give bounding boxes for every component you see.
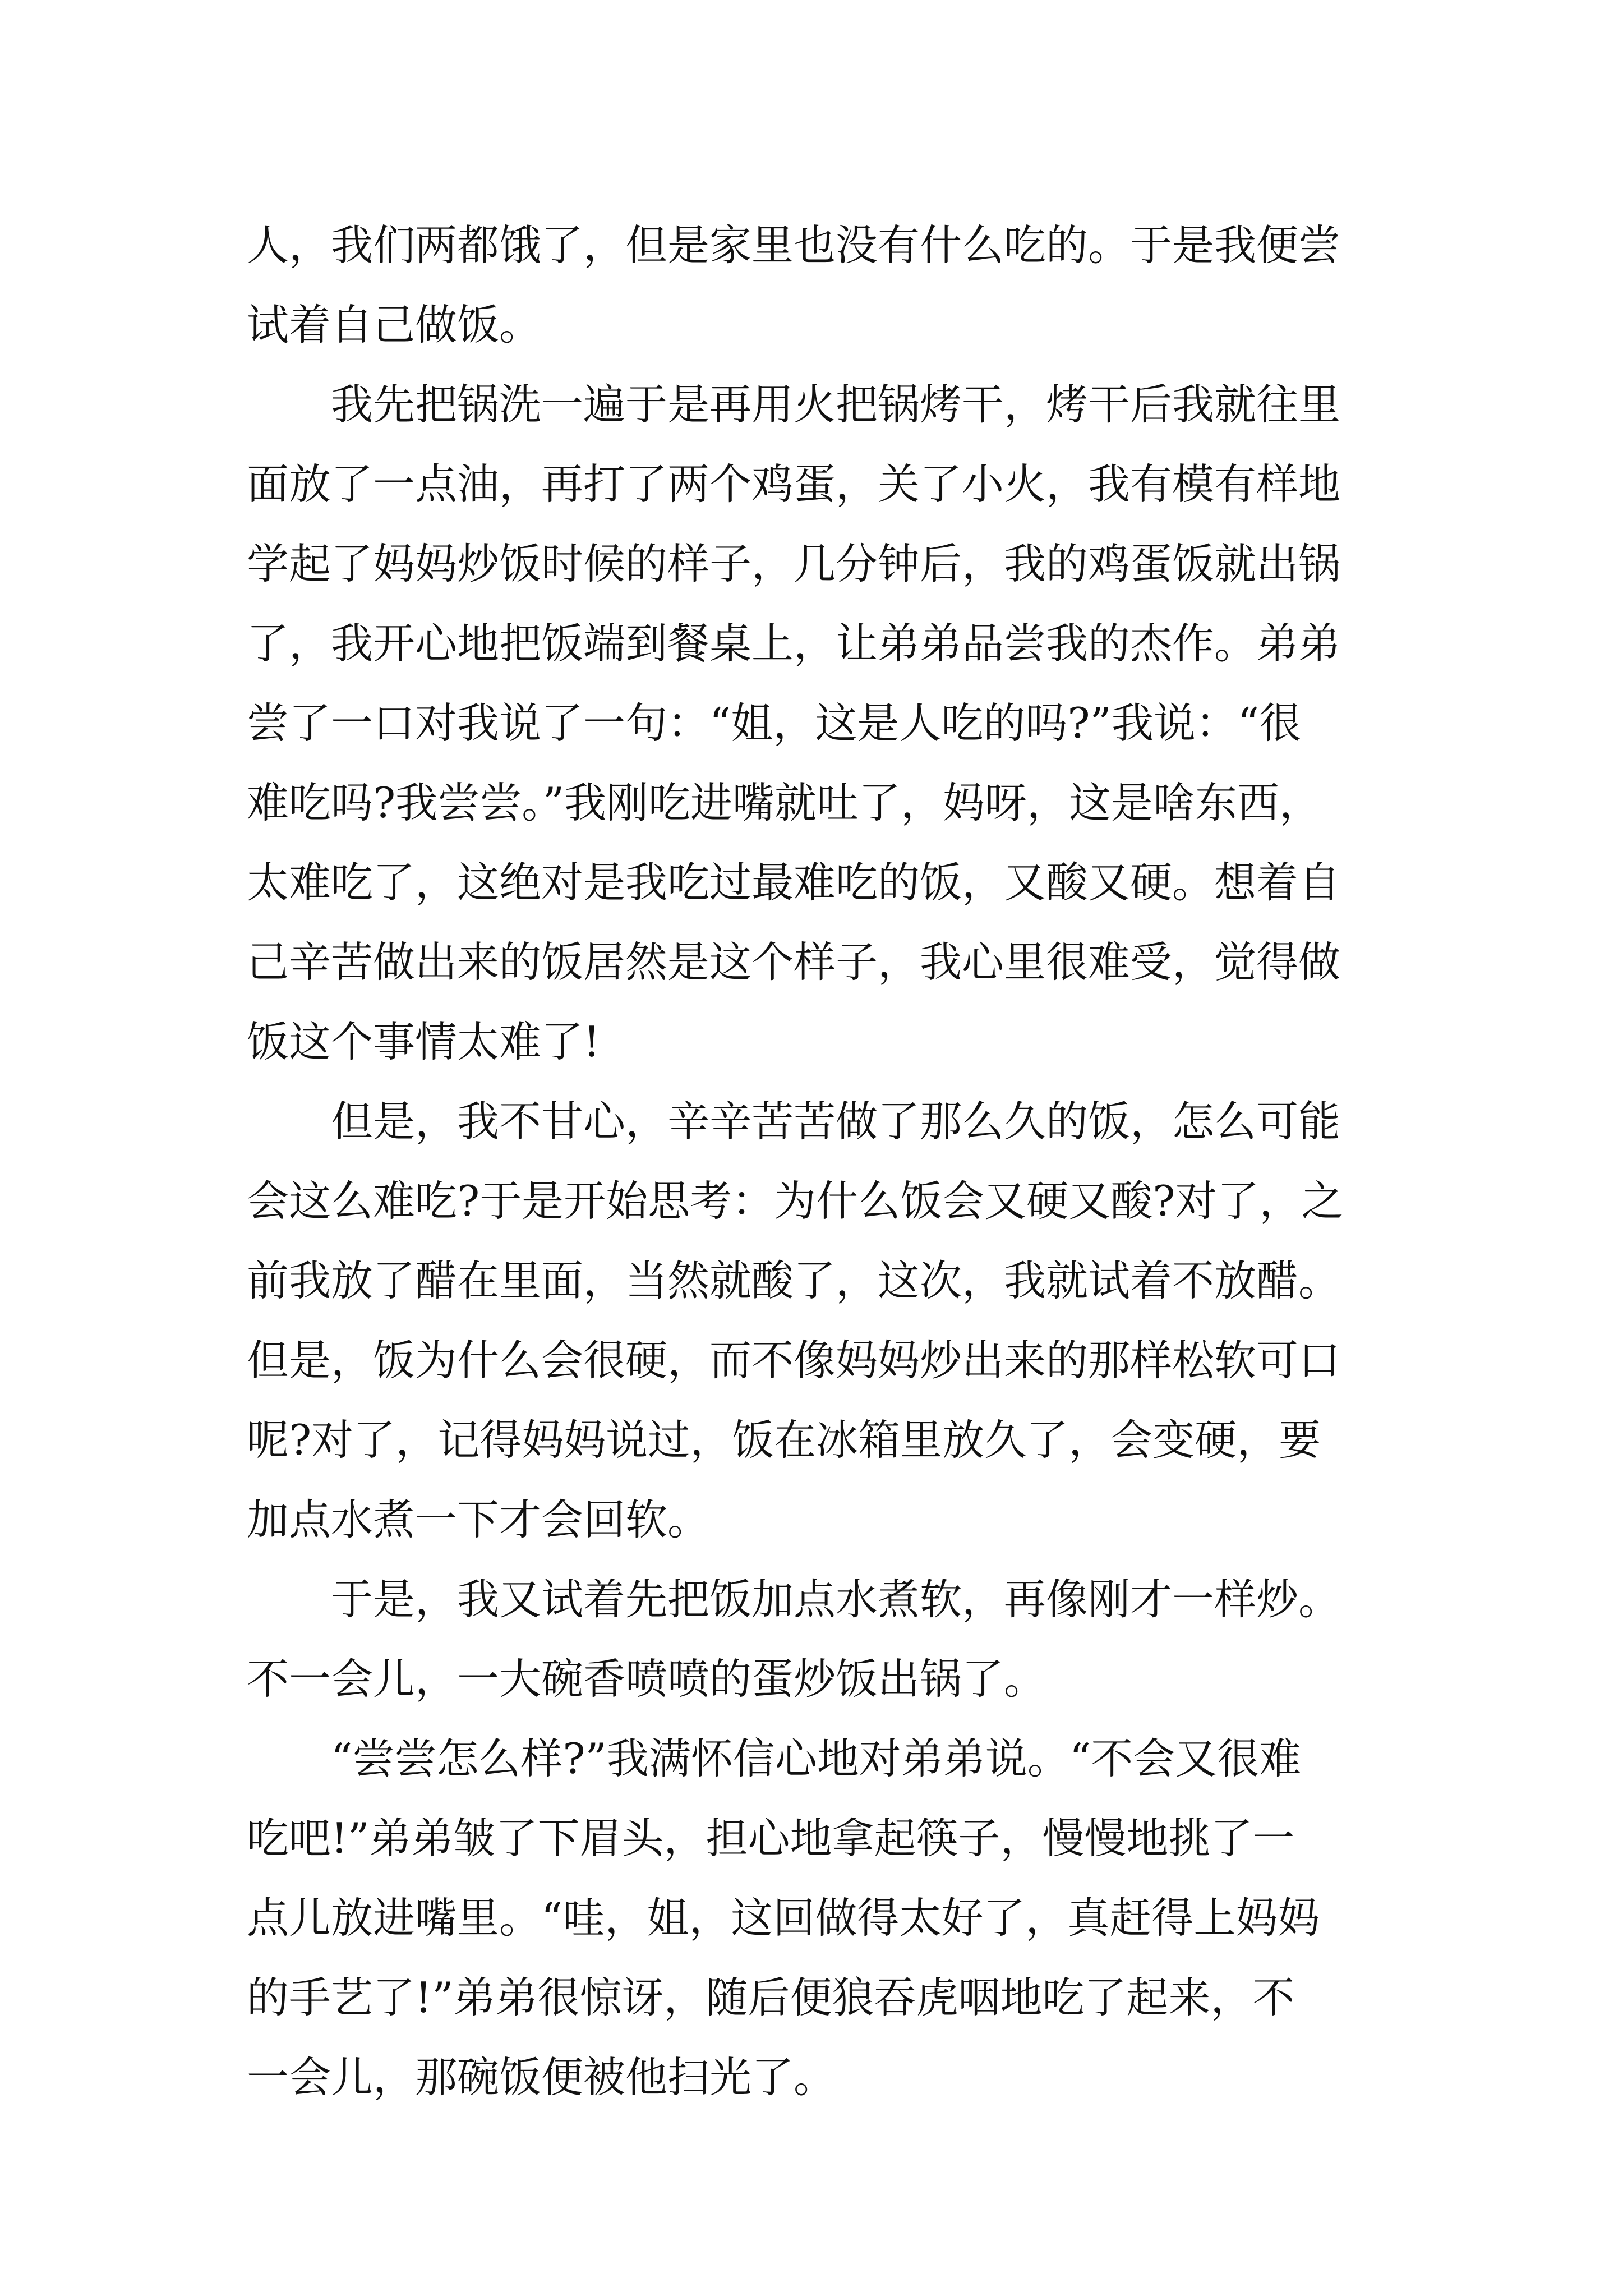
text-line: 的手艺了!”弟弟很惊讶，随后便狼吞虎咽地吃了起来，不 (247, 1973, 1295, 2022)
text-line: 会这么难吃?于是开始思考：为什么饭会又硬又酸?对了，之 (247, 1176, 1344, 1226)
text-line: 尝了一口对我说了一句：“姐，这是人吃的吗?”我说：“很 (247, 698, 1302, 748)
text-line: 饭这个事情太难了! (247, 1017, 601, 1066)
paragraph-start-line: 我先把锅洗一遍于是再用火把锅烤干，烤干后我就往里 (331, 380, 1341, 429)
text-line: 但是，饭为什么会很硬，而不像妈妈炒出来的那样松软可口 (247, 1336, 1341, 1385)
text-line: 试着自己做饭。 (247, 300, 542, 349)
text-line: 难吃吗?我尝尝。”我刚吃进嘴就吐了，妈呀，这是啥东西， (247, 778, 1322, 827)
paragraph-start-line: “尝尝怎么样?”我满怀信心地对弟弟说。“不会又很难 (331, 1734, 1302, 1783)
text-line: 点儿放进嘴里。“哇，姐，这回做得太好了，真赶得上妈妈 (247, 1893, 1320, 1943)
text-line: 前我放了醋在里面，当然就酸了，这次，我就试着不放醋。 (247, 1256, 1341, 1305)
paragraph-start-line: 但是，我不甘心，辛辛苦苦做了那么久的饭，怎么可能 (331, 1097, 1341, 1146)
text-line: 吃吧!”弟弟皱了下眉头，担心地拿起筷子，慢慢地挑了一 (247, 1814, 1295, 1863)
text-line: 己辛苦做出来的饭居然是这个样子，我心里很难受，觉得做 (247, 937, 1341, 987)
text-line: 加点水煮一下才会回软。 (247, 1495, 710, 1544)
text-line: 学起了妈妈炒饭时候的样子，几分钟后，我的鸡蛋饭就出锅 (247, 539, 1341, 588)
paragraph-start-line: 于是，我又试着先把饭加点水煮软，再像刚才一样炒。 (331, 1575, 1341, 1624)
text-line: 不一会儿，一大碗香喷喷的蛋炒饭出锅了。 (247, 1654, 1046, 1704)
text-line: 太难吃了，这绝对是我吃过最难吃的饭，又酸又硬。想着自 (247, 858, 1341, 907)
essay-body (247, 205, 1391, 2117)
text-line: 呢?对了，记得妈妈说过，饭在冰箱里放久了，会变硬，要 (247, 1415, 1321, 1465)
text-line: 了，我开心地把饭端到餐桌上，让弟弟品尝我的杰作。弟弟 (247, 619, 1341, 668)
text-line: 人，我们两都饿了，但是家里也没有什么吃的。于是我便尝 (247, 220, 1341, 270)
text-line: 面放了一点油，再打了两个鸡蛋，关了小火，我有模有样地 (247, 459, 1341, 509)
text-line: 一会儿，那碗饭便被他扫光了。 (247, 2053, 836, 2102)
